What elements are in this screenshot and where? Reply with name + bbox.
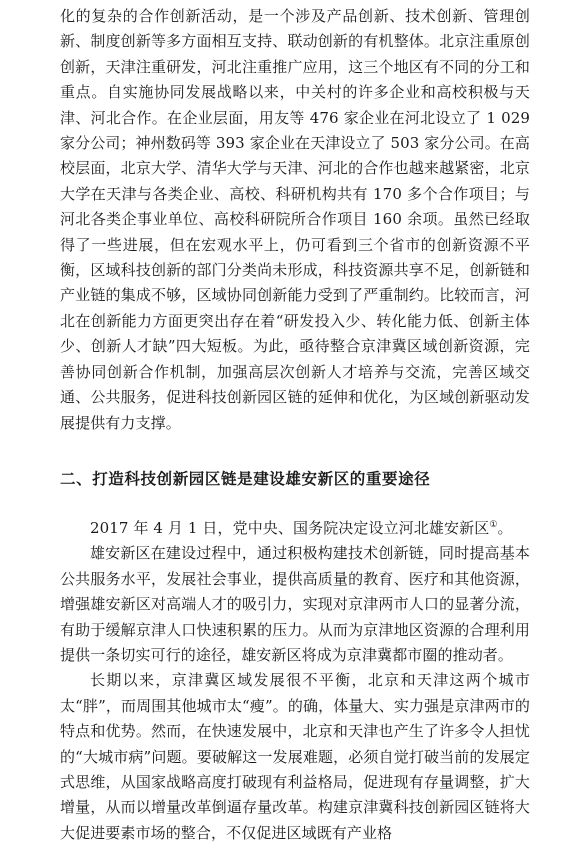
body-paragraph-3: 雄安新区在建设过程中，通过积极构建技术创新链，同时提高基本公共服务水平，发展社会事业，提供高质量的教育、医疗和其他资源，增强雄安新区对高端人才的吸引力，实现对京津两市人口的显著分流，有助于缓解京津人口快速积累的压力。从而为京津地区资源的合理利用提供一条切实可行的途径，雄安新区将成为京津冀都市圈的推动者。 — [60, 544, 530, 664]
document-page — [60, 4, 530, 846]
section-heading-text: 打造科技创新园区链是建设雄安新区的重要途径 — [92, 469, 431, 488]
paragraph-2-text: 2017 年 4 月 1 日，党中央、国务院决定设立河北雄安新区 — [90, 518, 490, 537]
body-paragraph-2 — [60, 516, 530, 541]
body-paragraph-4: 长期以来，京津冀区域发展很不平衡，北京和天津这两个城市太“胖”，而周围其他城市太“瘦”。的确，体量大、实力强是京津两市的特点和优势。然而，在快速发展中，北京和天津也产生了许多令人担忧的“大城市病”问题。要破解这一发展难题，必须自觉打破当前的发展定式思维，从国家战略高度打破现有利益格局，促进现有存量调整，扩大增量，从而以增量改革倒逼存量改革。构建京津冀科技创新园区链将大大促进要素市场的整合，不仅促进区域既有产业格 — [60, 671, 530, 842]
section-heading — [60, 468, 530, 490]
body-paragraph-1: 化的复杂的合作创新活动，是一个涉及产品创新、技术创新、管理创新、制度创新等多方面相互支持、联动创新的有机整体。北京注重原创创新，天津注重研发，河北注重推广应用，这三个地区有不同的分工和重点。自实施协同发展战略以来，中关村的许多企业和高校积极与天津、河北合作。在企业层面，用友等 476 家企业在河北设立了 1 029 家分公司；神州数码等 393 家企业在天津设立了 503 家分公司。在高校层面，北京大学、清华大学与天津、河北的合作也越来越紧密，北京大学在天津与各类企业、高校、科研机构共有 170 多个合作项目；与河北各类企事业单位、高校科研院所合作项目 160 余项。虽然已经取得了一些进展，但在宏观水平上，仍可看到三个省市的创新资源不平衡，区域科技创新的部门分类尚未形成，科技资源共享不足，创新链和产业链的集成不够，区域协同创新能力受到了严重制约。比较而言，河北在创新能力方面更突出存在着“研发投入少、转化能力低、创新主体少、创新人才缺”四大短板。为此，亟待整合京津冀区域创新资源，完善协同创新合作机制，加强高层次创新人才培养与交流，完善区域交通、公共服务，促进科技创新园区链的延伸和优化，为区域创新驱动发展提供有力支撑。 — [60, 7, 530, 432]
footnote-marker[interactable]: ① — [489, 519, 498, 530]
section-heading-number: 二、 — [60, 469, 93, 488]
paragraph-2-end: 。 — [497, 518, 513, 537]
